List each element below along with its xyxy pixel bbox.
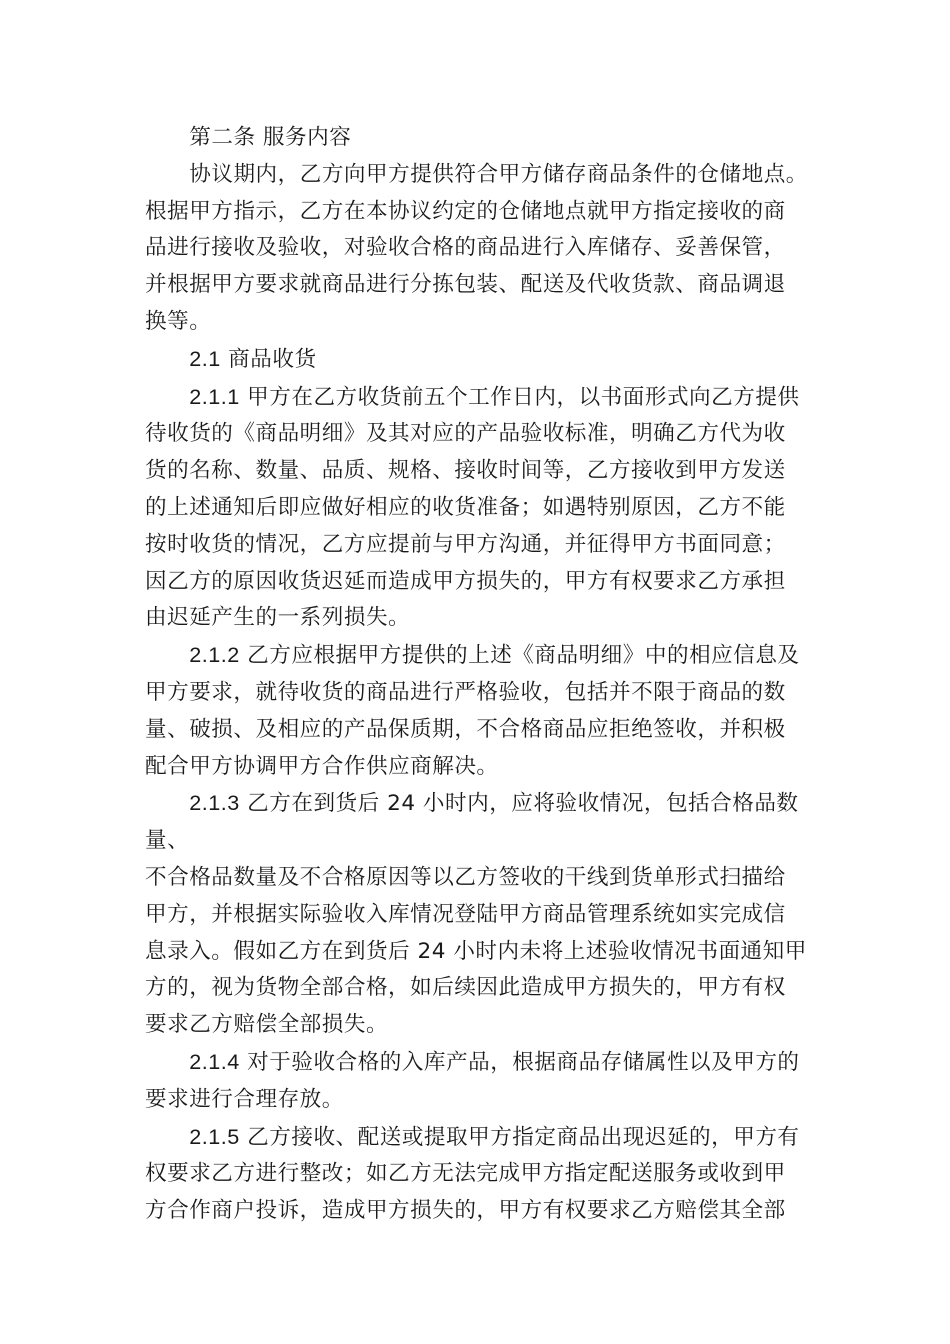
section-title: 商品收货 — [220, 346, 317, 372]
clause-2-1-1 — [145, 379, 810, 638]
clause-2-1-2 — [145, 637, 810, 785]
clause-text: 乙方在到货后 24 小时内，应将验收情况，包括合格品数量、 不合格品数量及不合格原因等以乙方签收的干线到货单形式扫描给 甲方，并根据实际验收入库情况登陆甲方商品管理系统如实完成信 息录入。假如乙方在到货后 24 小时内未将上述验收情况书面通知甲 方的，视为货物全部合格，如后续因此造成甲方损失的，甲方有权 要求乙方赔偿全部损失。 — [145, 791, 807, 1038]
clause-number: 2.1.2 — [189, 642, 240, 668]
clause-2-1-3 — [145, 785, 810, 1044]
section-number: 2.1 — [189, 345, 221, 371]
clause-2-1-4 — [145, 1044, 810, 1119]
article-title: 第二条 服务内容 — [189, 125, 352, 150]
clause-number: 2.1.5 — [189, 1123, 240, 1149]
clause-text: 乙方应根据甲方提供的上述《商品明细》中的相应信息及 甲方要求，就待收货的商品进行严格验收，包括并不限于商品的数 量、破损、及相应的产品保质期，不合格商品应拒绝签收，并积极 配合甲方协调甲方合作供应商解决。 — [145, 643, 800, 779]
clause-number: 2.1.1 — [189, 383, 240, 409]
section-heading-2-1 — [145, 341, 810, 379]
clause-text: 甲方在乙方收货前五个工作日内，以书面形式向乙方提供 待收货的《商品明细》及其对应的产品验收标准，明确乙方代为收 货的名称、数量、品质、规格、接收时间等，乙方接收到甲方发送 的上述通知后即应做好相应的收货准备；如遇特别原因，乙方不能 按时收货的情况，乙方应提前与甲方沟通，并征得甲方书面同意； 因乙方的原因收货迟延而造成甲方损失的，甲方有权要求乙方承担 由迟延产生的一系列损失。 — [145, 384, 800, 631]
clause-number: 2.1.4 — [189, 1048, 240, 1074]
clause-number: 2.1.3 — [189, 790, 240, 816]
clause-text: 对于验收合格的入库产品，根据商品存储属性以及甲方的 要求进行合理存放。 — [145, 1049, 800, 1112]
document-body — [145, 120, 810, 1230]
clause-2-1-5 — [145, 1119, 810, 1230]
clause-text: 乙方接收、配送或提取甲方指定商品出现迟延的，甲方有 权要求乙方进行整改；如乙方无法完成甲方指定配送服务或收到甲 方合作商户投诉，造成甲方损失的，甲方有权要求乙方赔偿其全部 — [145, 1124, 800, 1224]
intro-paragraph: 协议期内，乙方向甲方提供符合甲方储存商品条件的仓储地点。 根据甲方指示，乙方在本协议约定的仓储地点就甲方指定接收的商 品进行接收及验收，对验收合格的商品进行入库储存、妥善保管， 并根据甲方要求就商品进行分拣包装、配送及代收货款、商品调退 换等。 — [145, 161, 808, 334]
